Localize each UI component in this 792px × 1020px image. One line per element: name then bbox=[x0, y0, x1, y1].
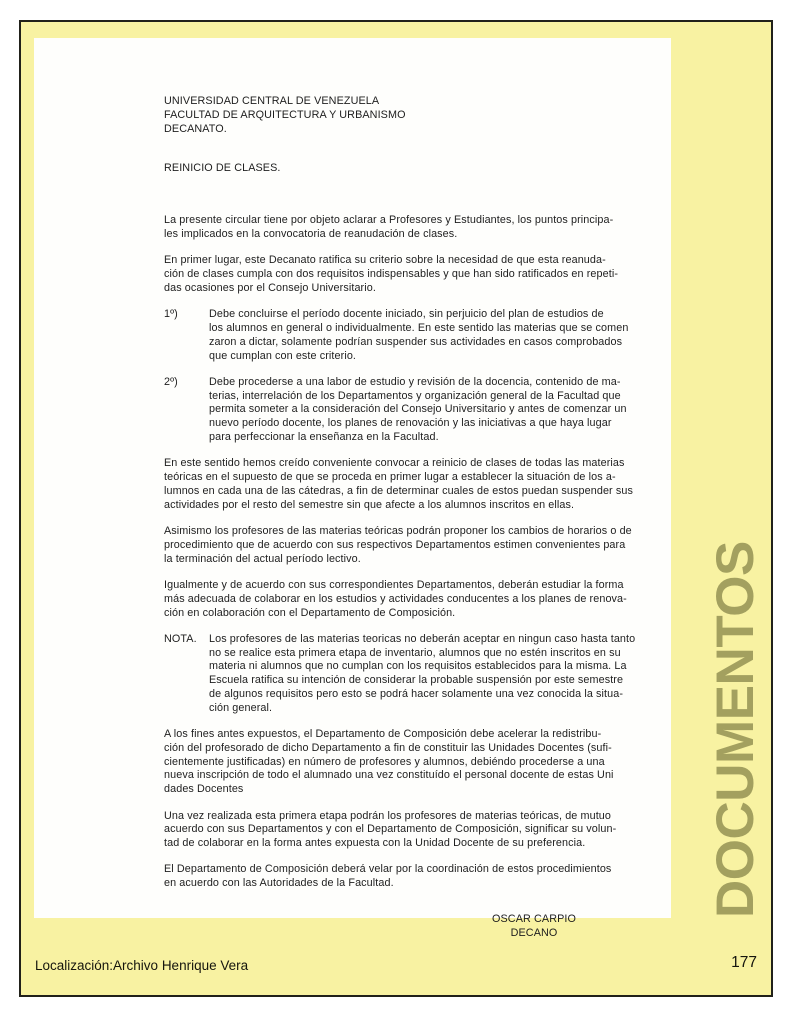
text-line: OSCAR CARPIO bbox=[492, 913, 576, 926]
letter-para bbox=[164, 254, 678, 295]
text-line: ción de clases cumpla con dos requisitos indispensables y que han sido ratificados en repeti- bbox=[164, 268, 619, 281]
text-line: les implicados en la convocatoria de reanudación de clases. bbox=[164, 227, 458, 240]
text-line: REINICIO DE CLASES. bbox=[164, 162, 281, 175]
letter-item bbox=[164, 308, 678, 363]
text-line: tad de colaborar en la forma antes expuesta con la Unidad Docente de su preferencia. bbox=[164, 837, 586, 850]
text-line: permita someter a la consideración del Consejo Universitario y antes de comenzar un bbox=[209, 403, 627, 416]
letter-para bbox=[164, 863, 678, 891]
text-line: A los fines antes expuestos, el Departamento de Composición debe acelerar la redistribu- bbox=[164, 728, 602, 741]
text-line: Escuela ratifica su intención de considerar la probable suspensión por este semestre bbox=[209, 674, 624, 687]
text-line: DECANO bbox=[510, 926, 558, 939]
letter-item bbox=[164, 376, 678, 445]
text-line: actividades por el resto del semestre sin que afecte a los alumnos inscritos en ellas. bbox=[164, 498, 575, 511]
text-line: más adecuada de colaborar en los estudios y actividades conducentes a los planes de renova- bbox=[164, 592, 627, 605]
letter-header bbox=[164, 95, 678, 136]
text-line: das ocasiones por el Consejo Universitario. bbox=[164, 281, 376, 294]
text-line: ción en colaboración con el Departamento de Composición. bbox=[164, 606, 456, 619]
letter-item bbox=[164, 633, 678, 716]
text-line: ción general. bbox=[209, 701, 273, 714]
text-line: terias, interrelación de los Departamentos y organización general de la Facultad que bbox=[209, 389, 621, 402]
text-line: UNIVERSIDAD CENTRAL DE VENEZUELA bbox=[164, 95, 380, 107]
text-line: FACULTAD DE ARQUITECTURA Y URBANISMO bbox=[164, 108, 406, 121]
letter-para bbox=[164, 728, 678, 797]
letter-para bbox=[164, 214, 678, 242]
text-line: ción del profesorado de dicho Departamento a fin de constituir las Unidades Docentes (sufi- bbox=[164, 741, 612, 754]
text-line: En este sentido hemos creído conveniente convocar a reinicio de clases de todas las materias bbox=[164, 457, 625, 470]
text-line: nueva inscripción de todo el alumnado una vez constituído el personal docente de estas Uni bbox=[164, 769, 614, 782]
text-line: Igualmente y de acuerdo con sus correspondientes Departamentos, deberán estudiar la forma bbox=[164, 578, 624, 591]
letter-para bbox=[164, 457, 678, 512]
section-side-label: DOCUMENTOS bbox=[706, 541, 765, 918]
text-line: En primer lugar, este Decanato ratifica su criterio sobre la necesidad de que esta reanuda- bbox=[164, 254, 606, 267]
scanned-letter-paper bbox=[34, 38, 671, 939]
text-line: zaron a dictar, solamente podrían suspender sus actividades en casos comprobados bbox=[209, 335, 623, 348]
text-line: los alumnos en general o individualmente. En este sentido las materias que se comen bbox=[209, 321, 629, 334]
text-line: cientemente justificadas) en número de profesores y alumnos, debiéndo procederse a una bbox=[164, 755, 605, 768]
item-marker: NOTA. bbox=[164, 632, 197, 645]
letter-para bbox=[164, 525, 678, 566]
text-line: teóricas en el supuesto de que se proceda en primer lugar a establecer la situación de los a- bbox=[164, 471, 616, 484]
text-line: Debe procederse a una labor de estudio y revisión de la docencia, contenido de ma- bbox=[209, 375, 621, 388]
text-line: materia ni alumnos que no cumplan con los requisitos establecidos para la misma. La bbox=[209, 660, 627, 673]
text-line: de algunos requisitos pero esto se podrá hacer solamente una vez conocida la situa- bbox=[209, 688, 624, 700]
text-line: Una vez realizada esta primera etapa podrán los profesores de materias teóricas, de mutuo bbox=[164, 809, 612, 822]
letter-subject bbox=[164, 162, 678, 176]
text-line: DECANATO. bbox=[164, 122, 227, 135]
letter-para bbox=[164, 579, 678, 620]
text-line: Debe concluirse el período docente iniciado, sin perjuicio del plan de estudios de bbox=[209, 308, 604, 321]
text-line: no se realice esta primera etapa de inventario, alumnos que no estén inscritos en su bbox=[209, 646, 621, 659]
text-line: en acuerdo con las Autoridades de la Facultad. bbox=[164, 877, 394, 890]
text-line: para perfeccionar la enseñanza en la Facultad. bbox=[209, 431, 439, 444]
text-line: lumnos en cada una de las cátedras, a fin de determinar cuales de estos puedan suspender sus bbox=[164, 484, 633, 497]
text-line: acuerdo con sus Departamentos y con el Departamento de Composición, significar su volun- bbox=[164, 823, 617, 836]
text-line: que cumplan con este criterio. bbox=[209, 349, 357, 362]
text-line: la terminación del actual período lectivo. bbox=[164, 552, 361, 565]
footer-location-caption: Localización:Archivo Henrique Vera bbox=[35, 958, 249, 973]
item-marker: 2º) bbox=[164, 375, 178, 388]
text-line: La presente circular tiene por objeto aclarar a Profesores y Estudiantes, los puntos principa- bbox=[164, 214, 614, 227]
letter-signature bbox=[469, 913, 599, 941]
page-number: 177 bbox=[731, 954, 757, 971]
text-line: Los profesores de las materias teoricas no deberán aceptar en ningun caso hasta tanto bbox=[209, 632, 636, 645]
text-line: El Departamento de Composición deberá velar por la coordinación de estos procedimientos bbox=[164, 863, 612, 876]
text-line: Asimismo los profesores de las materias teóricas podrán proponer los cambios de horarios o de bbox=[164, 525, 632, 538]
text-line: nuevo período docente, los planes de renovación y las iniciativas a que haya lugar bbox=[209, 417, 612, 430]
letter-body bbox=[164, 95, 678, 941]
text-line: dades Docentes bbox=[164, 783, 244, 796]
item-marker: 1º) bbox=[164, 308, 178, 321]
text-line: procedimiento que de acuerdo con sus respectivos Departamentos estimen convenientes para bbox=[164, 538, 626, 551]
letter-para bbox=[164, 810, 678, 851]
